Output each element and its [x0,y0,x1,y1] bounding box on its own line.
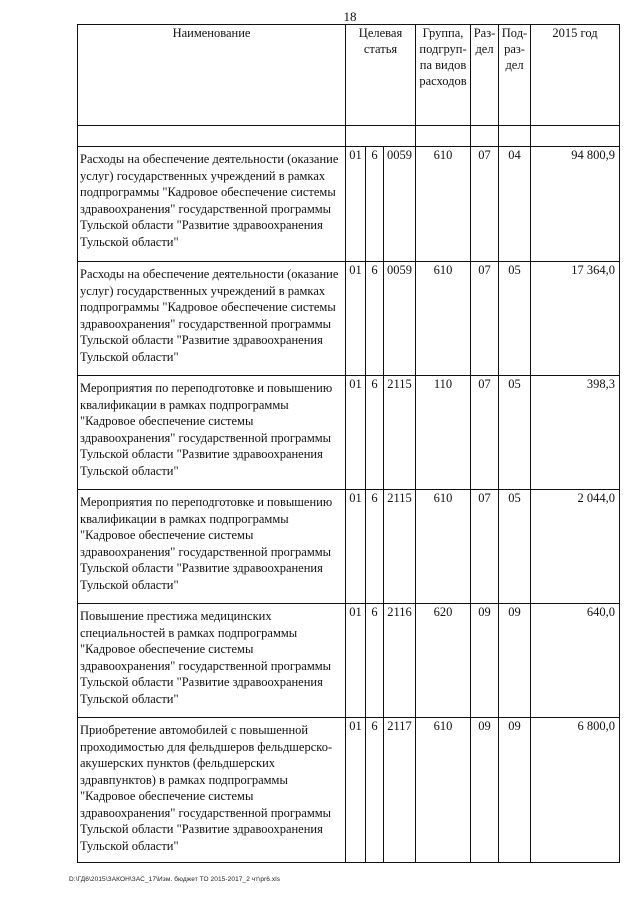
row-ts-direction: 0059 [384,262,416,376]
row-name: Расходы на обеспечение деятельности (оказание услуг) государственных учреждений в рамках подпрограммы "Кадровое обеспечение системы здравоохранения" государственной программы Тульской области "Развитие здравоохранения Тульской области" [78,147,346,262]
file-path-footer: D:\ГД6\2015\ЗАКОН\ЗАС_17\Изм. бюджет ТО 2015-2017_2 чт\pr6.xls [69,876,281,883]
header-section: Раз-дел [471,25,499,126]
row-name: Мероприятия по переподготовке и повышению квалификации в рамках подпрограммы "Кадровое обеспечение системы здравоохранения" государственной программы Тульской области "Развитие здравоохранения Тульской области" [78,490,346,604]
row-name: Повышение престижа медицинских специальностей в рамках подпрограммы "Кадровое обеспечение системы здравоохранения" государственной программы Тульской области "Развитие здравоохранения Тульской области" [78,604,346,718]
row-section: 07 [471,490,499,604]
row-subsection: 09 [499,718,531,863]
row-name: Мероприятия по переподготовке и повышению квалификации в рамках подпрограммы "Кадровое обеспечение системы здравоохранения" государственной программы Тульской области "Развитие здравоохранения Тульской области" [78,376,346,490]
header-subsection: Под-раз-дел [499,25,531,126]
row-subsection: 04 [499,147,531,262]
row-ts-subprogram: 6 [366,147,384,262]
row-section: 09 [471,604,499,718]
row-ts-subprogram: 6 [366,718,384,863]
page-number: 18 [343,9,357,24]
row-ts-program: 01 [346,718,366,863]
table-row [78,376,620,490]
header-year: 2015 год [531,25,620,126]
row-section: 09 [471,718,499,863]
row-expense-group: 610 [416,262,471,376]
row-expense-group: 610 [416,718,471,863]
row-subsection: 05 [499,262,531,376]
row-expense-group: 610 [416,147,471,262]
row-ts-direction: 2115 [384,490,416,604]
row-section: 07 [471,376,499,490]
row-amount: 17 364,0 [531,262,620,376]
row-ts-subprogram: 6 [366,262,384,376]
row-subsection: 09 [499,604,531,718]
row-amount: 94 800,9 [531,147,620,262]
row-ts-program: 01 [346,147,366,262]
table-row [78,262,620,376]
row-amount: 640,0 [531,604,620,718]
row-ts-program: 01 [346,490,366,604]
row-subsection: 05 [499,490,531,604]
row-section: 07 [471,262,499,376]
row-subsection: 05 [499,376,531,490]
header-target-article: Целевая статья [346,25,416,126]
row-expense-group: 110 [416,376,471,490]
row-ts-program: 01 [346,262,366,376]
table-row [78,490,620,604]
row-amount: 398,3 [531,376,620,490]
header-name: Наименование [78,25,346,126]
row-name: Расходы на обеспечение деятельности (оказание услуг) государственных учреждений в рамках подпрограммы "Кадровое обеспечение системы здравоохранения" государственной программы Тульской области "Развитие здравоохранения Тульской области" [78,262,346,376]
row-ts-subprogram: 6 [366,490,384,604]
header-expense-group: Группа, подгруп-па видов расходов [416,25,471,126]
header-row [78,25,620,126]
row-ts-direction: 2117 [384,718,416,863]
row-ts-program: 01 [346,604,366,718]
row-ts-direction: 2115 [384,376,416,490]
table-row [78,147,620,262]
table-row [78,718,620,863]
row-ts-program: 01 [346,376,366,490]
row-amount: 6 800,0 [531,718,620,863]
row-name: Приобретение автомобилей с повышенной проходимостью для фельдшеров фельдшерско-акушерских пунктов (фельдшерских здравпунктов) в рамках подпрограммы "Кадровое обеспечение системы здравоохранения" государственной программы Тульской области "Развитие здравоохранения Тульской области" [78,718,346,863]
row-ts-direction: 2116 [384,604,416,718]
row-ts-subprogram: 6 [366,604,384,718]
row-ts-direction: 0059 [384,147,416,262]
row-amount: 2 044,0 [531,490,620,604]
spacer-row [78,126,620,147]
row-expense-group: 620 [416,604,471,718]
budget-table [77,24,620,863]
row-expense-group: 610 [416,490,471,604]
row-section: 07 [471,147,499,262]
table-row [78,604,620,718]
row-ts-subprogram: 6 [366,376,384,490]
